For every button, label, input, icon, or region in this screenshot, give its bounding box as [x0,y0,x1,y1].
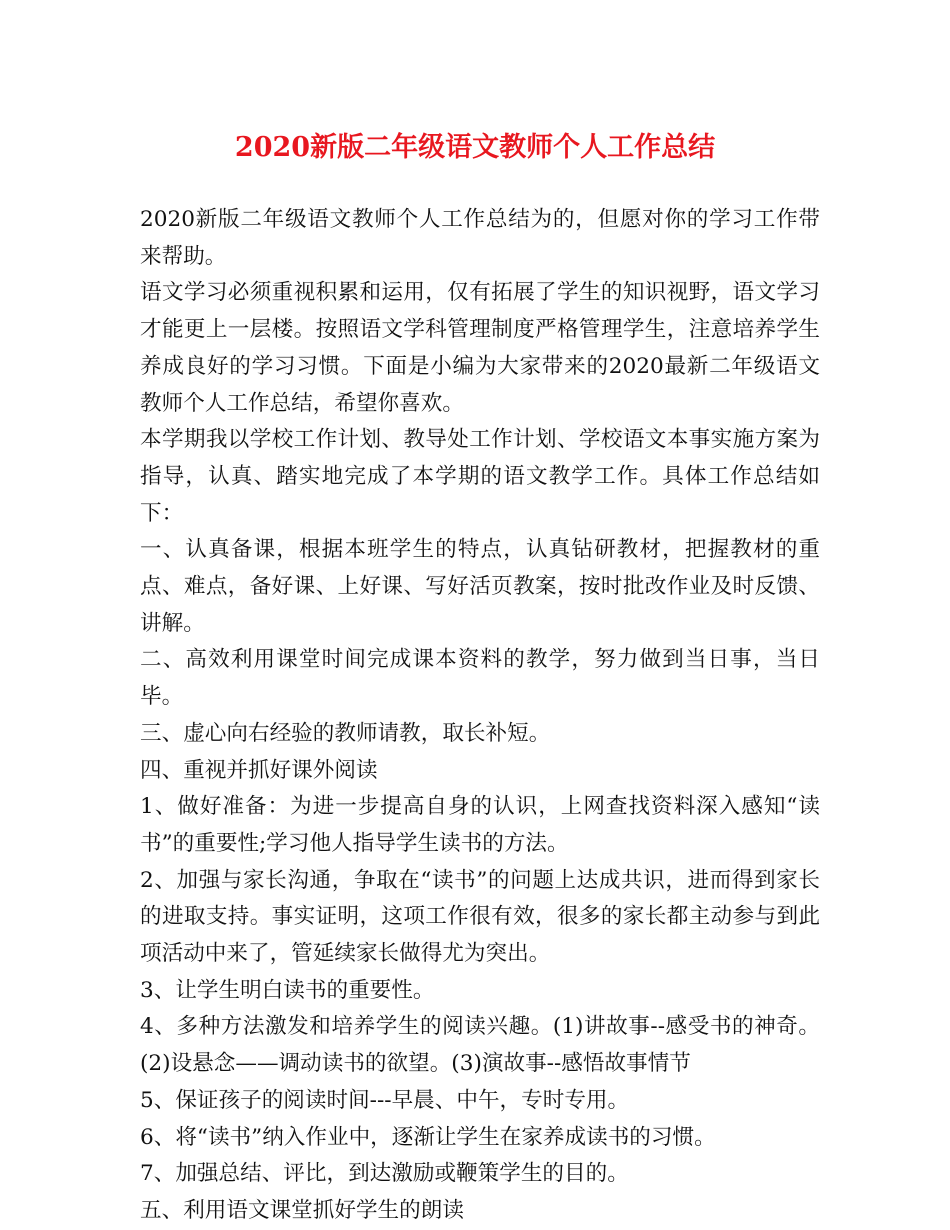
paragraph-subitem-4: 4、多种方法激发和培养学生的阅读兴趣。(1)讲故事--感受书的神奇。(2)设悬念——调动读书的欲望。(3)演故事--感悟故事情节 [140,1014,820,1077]
paragraph-subitem-2: 2、加强与家长沟通，争取在“读书”的问题上达成共识，进而得到家长的进取支持。事实证明，这项工作很有效，很多的家长都主动参与到此项活动中来了，管延续家长做得尤为突出。 [140,867,820,967]
paragraph-item-5: 五、利用语文课堂抓好学生的朗读 [140,1197,464,1223]
paragraph-subitem-6: 6、将“读书”纳入作业中，逐渐让学生在家养成读书的习惯。 [140,1124,716,1150]
paragraph-subitem-7: 7、加强总结、评比，到达激励或鞭策学生的目的。 [140,1161,629,1187]
document-title: 2020新版二年级语文教师个人工作总结 [234,132,716,163]
paragraph-item-2: 二、高效利用课堂时间完成课本资料的教学，努力做到当日事，当日毕。 [140,647,820,710]
paragraph-summary-lead: 本学期我以学校工作计划、教导处工作计划、学校语文本事实施方案为指导，认真、踏实地完成了本学期的语文教学工作。具体工作总结如下： [140,427,820,526]
paragraph-subitem-3: 3、让学生明白读书的重要性。 [140,977,435,1003]
paragraph-subitem-1: 1、做好准备：为进一步提高自身的认识，上网查找资料深入感知“读书”的重要性;学习他人指导学生读书的方法。 [140,794,820,856]
document-body [140,202,820,1230]
paragraph-item-4: 四、重视并抓好课外阅读 [140,757,378,783]
paragraph-item-1: 一、认真备课，根据本班学生的特点，认真钻研教材，把握教材的重点、难点，备好课、上好课、写好活页教案，按时批改作业及时反馈、讲解。 [140,537,820,636]
paragraph-intro: 2020新版二年级语文教师个人工作总结为的，但愿对你的学习工作带来帮助。 [140,207,820,269]
paragraph-overview: 语文学习必须重视积累和运用，仅有拓展了学生的知识视野，语文学习才能更上一层楼。按照语文学科管理制度严格管理学生，注意培养学生养成良好的学习习惯。下面是小编为大家带来的2020最新二年级语文教师个人工作总结，希望你喜欢。 [140,280,820,416]
paragraph-subitem-5: 5、保证孩子的阅读时间---早晨、中午，专时专用。 [140,1087,630,1113]
paragraph-item-3: 三、虚心向右经验的教师请教，取长补短。 [140,720,551,746]
